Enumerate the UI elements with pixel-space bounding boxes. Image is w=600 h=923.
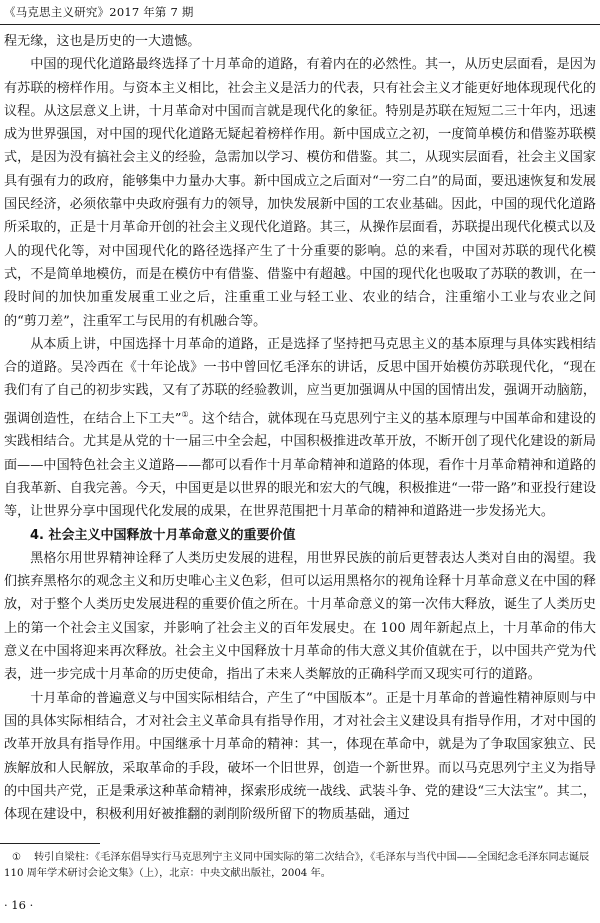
paragraph-2-part-b: 。这个结合，就体现在马克思列宁主义的基本原理与中国革命和建设的实践相结合。尤其是从党的十一届三中全会起，中国积极推进改革开放，不断开创了现代化建设的新局面——中国特色社会主义道路——都可以看作十月革命精神和道路的体现，看作十月革命精神和道路的自我革新、自我完善。今天，中国更是以世界的眼光和宏大的气魄，积极推进“一带一路”和亚投行建设等，让世界分享中国现代化发展的成果，在世界范围把十月革命的精神和道路进一步发扬光大。 [4, 411, 597, 520]
header-rule [0, 24, 600, 25]
footnote-text: 转引自梁柱：《毛泽东倡导实行马克思列宁主义同中国实际的第二次结合》，《毛泽东与当代中国——全国纪念毛泽东同志诞辰 110 周年学术研讨会论文集》（上），北京：中央文献出版社，2004 年。 [4, 852, 590, 879]
paragraph-4: 十月革命的普遍意义与中国实际相结合，产生了“中国版本”。正是十月革命的普遍性精神原则与中国的具体实际相结合，才对社会主义革命具有指导作用，才对社会主义建设具有指导作用，才对中国的改革开放具有指导作用。中国继承十月革命的精神：其一，体现在革命中，就是为了争取国家独立、民族解放和人民解放，采取革命的手段，破坏一个旧世界，创造一个新世界。而以马克思列宁主义为指导的中国共产党，正是秉承这种革命精神，探索形成统一战线、武装斗争、党的建设“三大法宝”。其二，体现在建设中，积极利用好被推翻的剥削阶级所留下的物质基础，通过 [4, 690, 596, 823]
footnote-mark: ① [12, 852, 22, 863]
footnote [4, 850, 594, 882]
page-number: · 16 · [4, 898, 34, 912]
footnote-rule [0, 843, 100, 844]
section-heading: 4. 社会主义中国释放十月革命意义的重要价值 [30, 527, 296, 543]
paragraph-continuation: 程无缘，这也是历史的一大遗憾。 [4, 34, 201, 49]
paragraph-2-part-a: 从本质上讲，中国选择十月革命的道路，正是选择了坚持把马克思主义的基本原理与具体实践相结合的道路。吴冷西在《十年论战》一书中曾回忆毛泽东的讲话，反思中国开始模仿苏联现代化，“现在我们有了自己的初步实践，又有了苏联的经验教训，应当更加强调从中国的国情出发，强调开动脑筋，强调创造性，在结合上下工夫” [4, 336, 596, 427]
paragraph-2 [4, 333, 596, 524]
running-header: 《马克思主义研究》2017 年第 7 期 [4, 5, 194, 19]
paragraph-1: 中国的现代化道路最终选择了十月革命的道路，有着内在的必然性。其一，从历史层面看，是因为有苏联的榜样作用。与资本主义相比，社会主义是活力的代表，只有社会主义才能更好地体现现代化的议程。从这层意义上讲，十月革命对中国而言就是现代化的象征。特别是苏联在短短二三十年内，迅速成为世界强国，对中国的现代化道路无疑起着榜样作用。新中国成立之初，一度简单模仿和借鉴苏联模式，是因为没有搞社会主义的经验，急需加以学习、模仿和借鉴。其二，从现实层面看，社会主义国家具有强有力的政府，能够集中力量办大事。新中国成立之后面对“一穷二白”的局面，要迅速恢复和发展国民经济，必须依靠中央政府强有力的领导，加快发展新中国的工农业基础。因此，中国的现代化道路所采取的，正是十月革命开创的社会主义现代化道路。其三，从操作层面看，苏联提出现代化模式以及人的现代化等，对中国现代化的路径选择产生了十分重要的影响。总的来看，中国对苏联的现代化模式，不是简单地模仿，而是在模仿中有借鉴、借鉴中有超越。中国的现代化也吸取了苏联的教训，在一段时间的加快加重发展重工业之后，注重重工业与轻工业、农业的结合，注重缩小工业与农业之间的“剪刀差”，注重军工与民用的有机融合等。 [4, 57, 596, 329]
footnote-reference[interactable]: ① [181, 409, 189, 419]
paragraph-3: 黑格尔用世界精神诠释了人类历史发展的进程，用世界民族的前后更替表达人类对自由的渴望。我们摈弃黑格尔的观念主义和历史唯心主义色彩，但可以运用黑格尔的视角诠释十月革命意义在中国的释放，对于整个人类历史发展进程的重要价值之所在。十月革命意义的第一次伟大释放，诞生了人类历史上的第一个社会主义国家，并影响了社会主义的百年发展史。在 100 周年新起点上，十月革命的伟大意义在中国将迎来再次释放。社会主义中国释放十月革命的伟大意义其价值就在于，以中国共产党为代表，进一步完成十月革命的历史使命，指出了未来人类解放的正确科学而又现实可行的道路。 [4, 550, 596, 683]
article-body [4, 30, 596, 826]
